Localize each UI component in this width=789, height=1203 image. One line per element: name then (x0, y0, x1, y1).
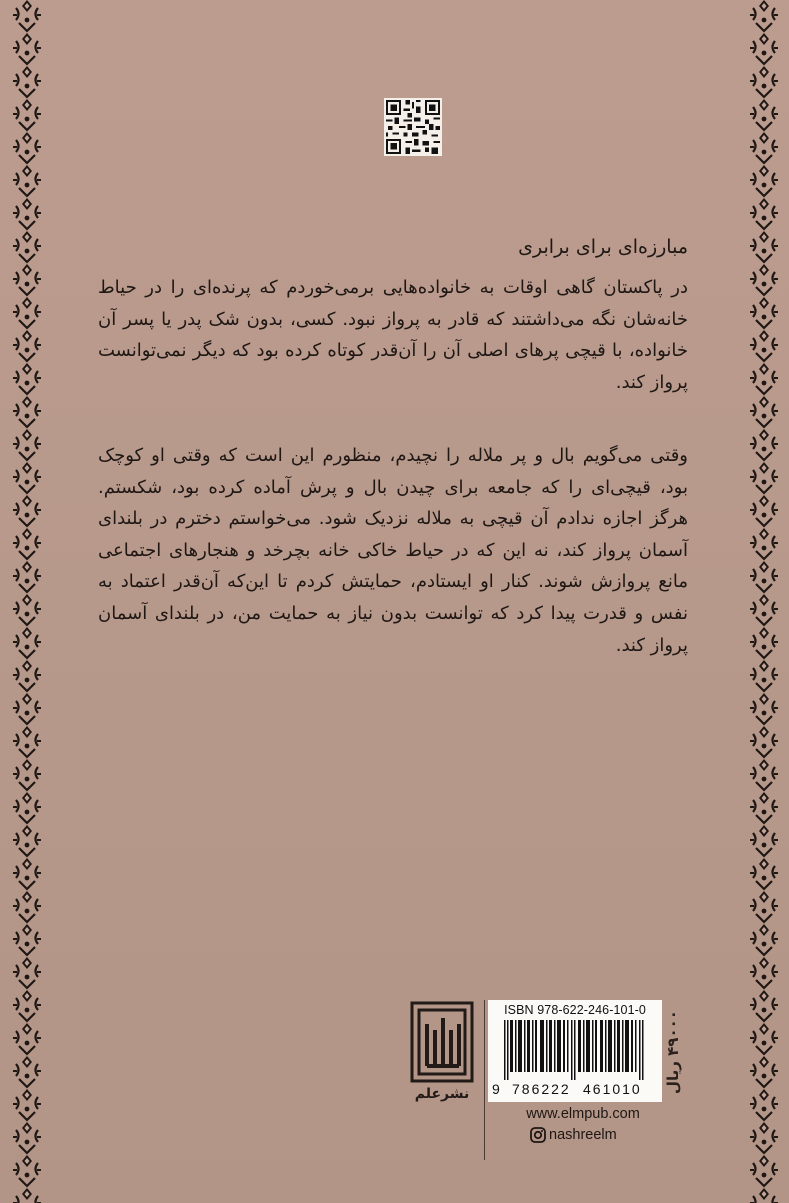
back-cover-title: مبارزه‌ای برای برابری (518, 236, 688, 258)
divider-line (484, 1000, 485, 1160)
qr-code (384, 98, 442, 156)
right-ornamental-border (745, 0, 783, 1203)
instagram-handle (530, 1124, 617, 1146)
instagram-icon (530, 1127, 546, 1143)
isbn-barcode (488, 1000, 662, 1102)
paragraph-1-text: در پاکستان گاهی اوقات به خانواده‌هایی برمی‌خوردم که پرنده‌ای را در حیاط خانه‌شان نگه می‌داشتند که قادر به پرواز نبود. کسی، بدون شک پدر یا پسر آن خانواده، با قیچی پرهای اصلی آن را آن‌قدر کوتاه کرده بود که دیگر نمی‌توانست پرواز کند. (98, 277, 688, 393)
paragraph-2-text: وقتی می‌گویم بال و پر ملاله را نچیدم، منظورم این است که وقتی او کوچک بود، قیچی‌ای را که جامعه برای چیدن بال و پرش آماده کرده بود، شکستم. هرگز اجازه ندادم آن قیچی به ملاله نزدیک شود. می‌خواستم دخترم در بلندای آسمان پرواز کند، نه این که در حیاط خاکی خانه بچرخد و هنجارهای اجتماعی مانع پروازش شوند. کنار او ایستادم، حمایتش کردم تا این‌که آن‌قدر اعتماد به نفس و قدرت پیدا کرد که توانست بدون نیاز به حمایت من، در بلندای آسمان پرواز کند. (98, 445, 688, 656)
instagram-label: nashreelm (549, 1127, 617, 1143)
barcode-group-2: 461010 (583, 1081, 642, 1097)
barcode-group-1: 786222 (512, 1081, 571, 1097)
publisher-logo (409, 1000, 475, 1088)
isbn-label: ISBN 978-622-246-101-0 (504, 1003, 646, 1017)
publisher-website: www.elmpub.com (526, 1106, 640, 1122)
left-ornamental-border (8, 0, 46, 1203)
barcode-first-digit: 9 (492, 1081, 500, 1097)
barcode-bars (494, 1020, 656, 1080)
paragraph-2 (98, 440, 688, 661)
publisher-name: نشرعلم (414, 1086, 470, 1102)
paragraph-1 (98, 272, 688, 398)
price-label: ۴۹۰۰۰ ریال (664, 1010, 682, 1094)
